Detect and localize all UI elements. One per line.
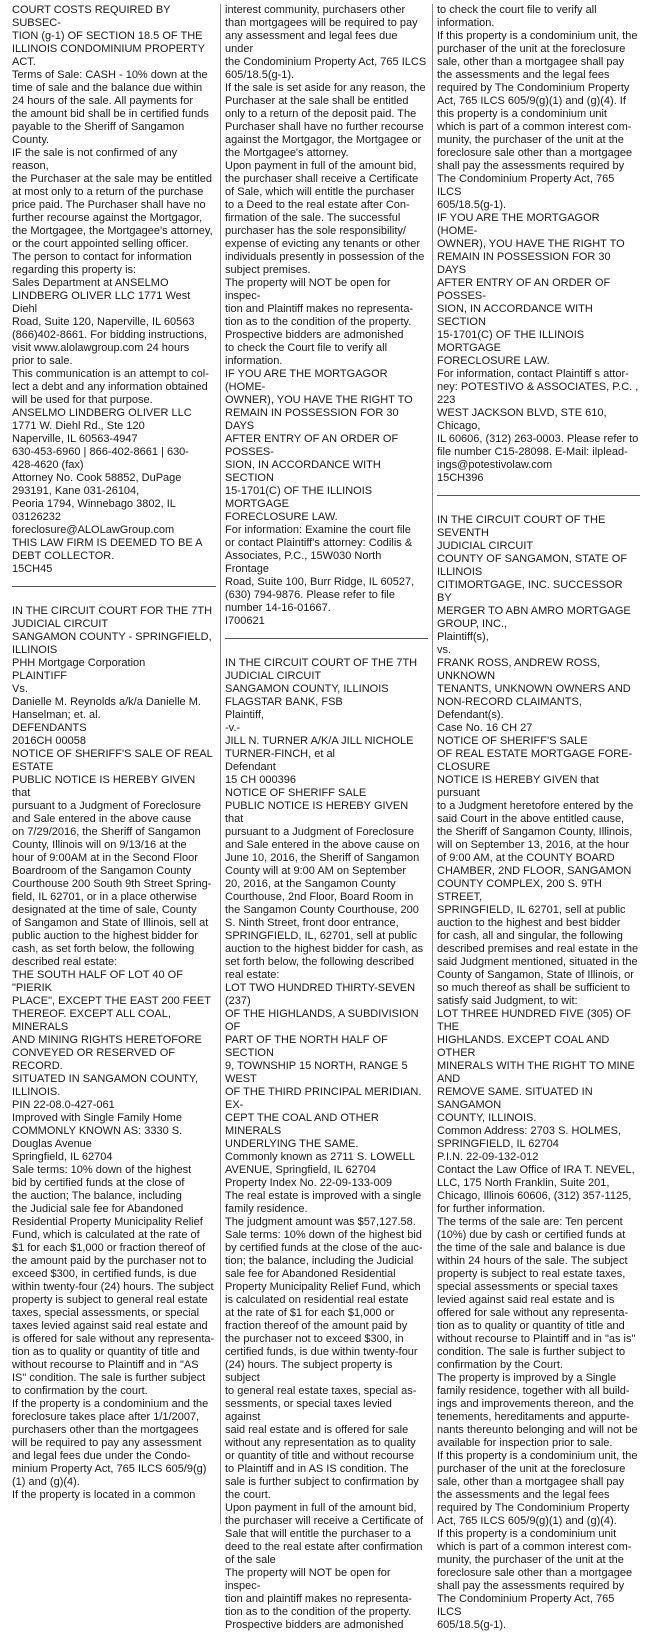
column-2 [220, 4, 432, 1631]
notice-citimortgage: IN THE CIRCUIT COURT OF THE SEVENTH JUDICIAL CIRCUIT COUNTY OF SANGAMON, STATE OF ILLINOIS CITIMORTGAGE, INC. SUCCESSOR BY MERGER TO ABN AMRO MORTGAGE GROUP, INC., Plaintiff(s), vs. FRANK ROSS, ANDREW ROSS, UNKNOWN TENANTS, UNKNOWN OWNERS AND NON-RECORD CLAIMANTS, Defendant(s). Case No. 16 CH 27 NOTICE OF SHERIFF'S SALE OF REAL ESTATE MORTGAGE FORE- CLOSURE NOTICE IS HEREBY GIVEN that pursuant to a Judgment heretofore entered by the said Court in the above entitled cause, the Sheriff of Sangamon County, Illinois, will on September 13, 2016, at the hour of 9:00 AM, at the COUNTY BOARD CHAMBER, 2ND FLOOR, SANGAMON COUNTY COMPLEX, 200 S. 9TH STREET, SPRINGFIELD, IL 62701, sell at public auction to the highest and best bidder for cash, all and singular, the following described premises and real estate in the said Judgment mentioned, situated in the County of Sangamon, State of Illinois, or so much thereof as shall be sufficient to satisfy said Judgment, to wit: LOT THREE HUNDRED FIVE (305) OF THE HIGHLANDS. EXCEPT COAL AND OTHER MINERALS WITH THE RIGHT TO MINE AND REMOVE SAME. SITUATED IN SANGAMON COUNTY, ILLINOIS. Common Address: 2703 S. HOLMES, SPRINGFIELD, IL 62704 P.I.N. 22-09-132-012 Contact the Law Office of IRA T. NEVEL, LLC, 175 North Franklin, Suite 201, Chicago, Illinois 60606, (312) 357-1125, for further information. The terms of the sale are: Ten percent (10%) due by cash or certified funds at the time of the sale and balance is due within 24 hours of the sale. The subject property is subject to real estate taxes, special assessments or special taxes levied against said real estate and is offered for sale without any representa- tion as to quality or quantity of title and without recourse to Plaintiff and in "as is" condition. The sale is further subject to confirmation by the Court. The property is improved by a Single family residence, together with all build- ings and improvements thereon, and the tenements, hereditaments and appurte- nants thereunto belonging and will not be available for inspection prior to sale. If this property is a condominium unit, the purchaser of the unit at the foreclosure sale, other than a mortgagee shall pay the assessments and the legal fees required by The Condominium Property Act, 765 ILCS 605/9(g)(1) and (g)(4). If this property is a condominium unit which is part of a common interest com- munity, the purchaser of the unit at the foreclosure sale other than a mortgagee shall pay the assessments required by The Condominium Property Act, 765 ILCS 605/18.5(g-1). [437, 514, 639, 1631]
notice-phh-mortgage: IN THE CIRCUIT COURT FOR THE 7TH JUDICIAL CIRCUIT SANGAMON COUNTY - SPRINGFIELD, ILLINOIS PHH Mortgage Corporation PLAINTIFF Vs. Danielle M. Reynolds a/k/a Danielle M. Hanselman; et. al. DEFENDANTS 2016CH 00058 NOTICE OF SHERIFF'S SALE OF REAL ESTATE PUBLIC NOTICE IS HEREBY GIVEN that pursuant to a Judgment of Foreclosure and Sale entered in the above cause on 7/29/2016, the Sheriff of Sangamon County, Illinois will on 9/13/16 at the hour of 9:00AM at in the Second Floor Boardroom of the Sangamon County Courthouse 200 South 9th Street Spring- field, IL 62701, or in a place otherwise designated at the time of sale, County of Sangamon and State of Illinois, sell at public auction to the highest bidder for cash, as set forth below, the following described real estate: THE SOUTH HALF OF LOT 40 OF "PIERIK PLACE", EXCEPT THE EAST 200 FEET THEREOF. EXCEPT ALL COAL, MINERALS AND MINING RIGHTS HERETOFORE CONVEYED OR RESERVED OF RECORD. SITUATED IN SANGAMON COUNTY, ILLINOIS. PIN 22-08.0-427-061 Improved with Single Family Home COMMONLY KNOWN AS: 3330 S. Douglas Avenue Springfield, IL 62704 Sale terms: 10% down of the highest bid by certified funds at the close of the auction; The balance, including the Judicial sale fee for Abandoned Residential Property Municipality Relief Fund, which is calculated at the rate of $1 for each $1,000 or fraction thereof of the amount paid by the purchaser not to exceed $300, in certified funds, is due within twenty-four (24) hours. The subject property is subject to general real estate taxes, special assessments, or special taxes levied against said real estate and is offered for sale without any representa- tion as to quality or quantity of title and without recourse to Plaintiff and in "AS IS" condition. The sale is further subject to confirmation by the court. If the property is a condominium and the foreclosure takes place after 1/1/2007, purchasers other than the mortgagees will be required to pay any assessment and legal fees due under the Condo- minium Property Act, 765 ILCS 605/9(g) (1) and (g)(4). If the property is located in a common [12, 605, 215, 1501]
notice-1-continued: COURT COSTS REQUIRED BY SUBSEC- TION (g-1) OF SECTION 18.5 OF THE ILLINOIS CONDOMINIUM PROPERTY ACT. Terms of Sale: CASH - 10% down at the time of sale and the balance due within 24 hours of the sale. All payments for the amount bid shall be in certified funds payable to the Sheriff of Sangamon County. IF the sale is not confirmed of any reason, the Purchaser at the sale may be entitled at most only to a return of the purchase price paid. The Purchaser shall have no further recourse against the Mortgagor, the Mortgagee, the Mortgagee's attorney, or the court appointed selling officer. The person to contact for information regarding this property is: Sales Department at ANSELMO LINDBERG OLIVER LLC 1771 West Diehl Road, Suite 120, Naperville, IL 60563 (866)402-8661. For bidding instructions, visit www.alolawgroup.com 24 hours prior to sale. This communication is an attempt to col- lect a debt and any information obtained will be used for that purpose. ANSELMO LINDBERG OLIVER LLC 1771 W. Diehl Rd., Ste 120 Naperville, IL 60563-4947 630-453-6960 | 866-402-8661 | 630- 428-4620 (fax) Attorney No. Cook 58852, DuPage 293191, Kane 031-26104, Peoria 1794, Winnebago 3802, IL 03126232 foreclosure@ALOLawGroup.com THIS LAW FIRM IS DEEMED TO BE A DEBT COLLECTOR. 15CH45 [12, 4, 213, 575]
column-3 [432, 4, 644, 1631]
notice-separator [12, 586, 216, 587]
notice-flagstar-bank-continued: to check the court file to verify all information. If this property is a condominium unit, the purchaser of the unit at the foreclosure sale, other than a mortgagee shall pay the assessments and the legal fees required by The Condominium Property Act, 765 ILCS 605/9(g)(1) and (g)(4). If this property is a condominium unit which is part of a common interest com- munity, the purchaser of the unit at the foreclosure sale other than a mortgagee shall pay the assessments required by The Condominium Property Act, 765 ILCS 605/18.5(g-1). IF YOU ARE THE MORTGAGOR (HOME- OWNER), YOU HAVE THE RIGHT TO REMAIN IN POSSESSION FOR 30 DAYS AFTER ENTRY OF AN ORDER OF POSSES- SION, IN ACCORDANCE WITH SECTION 15-1701(C) OF THE ILLINOIS MORTGAGE FORECLOSURE LAW. For information, contact Plaintiff s attor- ney: POTESTIVO & ASSOCIATES, P.C. , 223 WEST JACKSON BLVD, STE 610, Chicago, IL 60606, (312) 263-0003. Please refer to file number C15-28098. E-Mail: ilplead- ings@potestivolaw.com 15CH396 [437, 4, 639, 484]
notice-phh-mortgage-continued: interest community, purchasers other than mortgagees will be required to pay any assessment and legal fees due under the Condominium Property Act, 765 ILCS 605/18.5(g-1). If the sale is set aside for any reason, the Purchaser at the sale shall be entitled only to a return of the deposit paid. The Purchaser shall have no further recourse against the Mortgagor, the Mortgagee or the Mortgagee's attorney. Upon payment in full of the amount bid, the purchaser shall receive a Certificate of Sale, which will entitle the purchaser to a Deed to the real estate after Con- firmation of the sale. The successful purchaser has the sole responsibility/ expense of evicting any tenants or other individuals presently in possession of the subject premises. The property will NOT be open for inspec- tion and Plaintiff makes no representa- tion as to the condition of the property. Prospective bidders are admonished to check the Court file to verify all information. IF YOU ARE THE MORTGAGOR (HOME- OWNER), YOU HAVE THE RIGHT TO REMAIN IN POSSESSION FOR 30 DAYS AFTER ENTRY OF AN ORDER OF POSSES- SION, IN ACCORDANCE WITH SECTION 15-1701(C) OF THE ILLINOIS MORTGAGE FORECLOSURE LAW. For information: Examine the court file or contact Plaintiff's attorney: Codilis & Associates, P.C., 15W030 North Frontage Road, Suite 100, Burr Ridge, IL 60527, (630) 794-9876. Please refer to file number 14-16-01667. I700621 [225, 4, 427, 627]
notice-separator [225, 638, 428, 639]
column-1 [8, 4, 220, 1524]
notice-flagstar-bank: IN THE CIRCUIT COURT OF THE 7TH JUDICIAL CIRCUIT SANGAMON COUNTY, ILLINOIS FLAGSTAR BANK, FSB Plaintiff, -v.- JILL N. TURNER A/K/A JILL NICHOLE TURNER-FINCH, et al Defendant 15 CH 000396 NOTICE OF SHERIFF SALE PUBLIC NOTICE IS HEREBY GIVEN that pursuant to a Judgment of Foreclosure and Sale entered in the above cause on June 10, 2016, the Sheriff of Sangamon County will at 9:00 AM on September 20, 2016, at the Sangamon County Courthouse, 2nd Floor, Board Room in the Sangamon County Courthouse, 200 S. Ninth Street, front door entrance, SPRINGFIELD, IL, 62701, sell at public auction to the highest bidder for cash, as set forth below, the following described real estate: LOT TWO HUNDRED THIRTY-SEVEN (237) OF THE HIGHLANDS, A SUBDIVISION OF PART OF THE NORTH HALF OF SECTION 9, TOWNSHIP 15 NORTH, RANGE 5 WEST OF THE THIRD PRINCIPAL MERIDIAN. EX- CEPT THE COAL AND OTHER MINERALS UNDERLYING THE SAME. Commonly known as 2711 S. LOWELL AVENUE, Springfield, IL 62704 Property Index No. 22-09-133-009 The real estate is improved with a single family residence. The judgment amount was $57,127.58. Sale terms: 10% down of the highest bid by certified funds at the close of the auc- tion; the balance, including the Judicial sale fee for Abandoned Residential Property Municipality Relief Fund, which is calculated on residential real estate at the rate of $1 for each $1,000 or fraction thereof of the amount paid by the purchaser not to exceed $300, in certified funds, is due within twenty-four (24) hours. The subject property is subject to general real estate taxes, special as- sessments, or special taxes levied against said real estate and is offered for sale without any representation as to quality or quantity of title and without recourse to Plaintiff and in AS IS condition. The sale is further subject to confirmation by the court. Upon payment in full of the amount bid, the purchaser will receive a Certificate of Sale that will entitle the purchaser to a deed to the real estate after confirmation of the sale The property will NOT be open for inspec- tion and plaintiff makes no representa- tion as to the condition of the property. Prospective bidders are admonished [225, 657, 424, 1631]
notice-separator [437, 495, 640, 496]
